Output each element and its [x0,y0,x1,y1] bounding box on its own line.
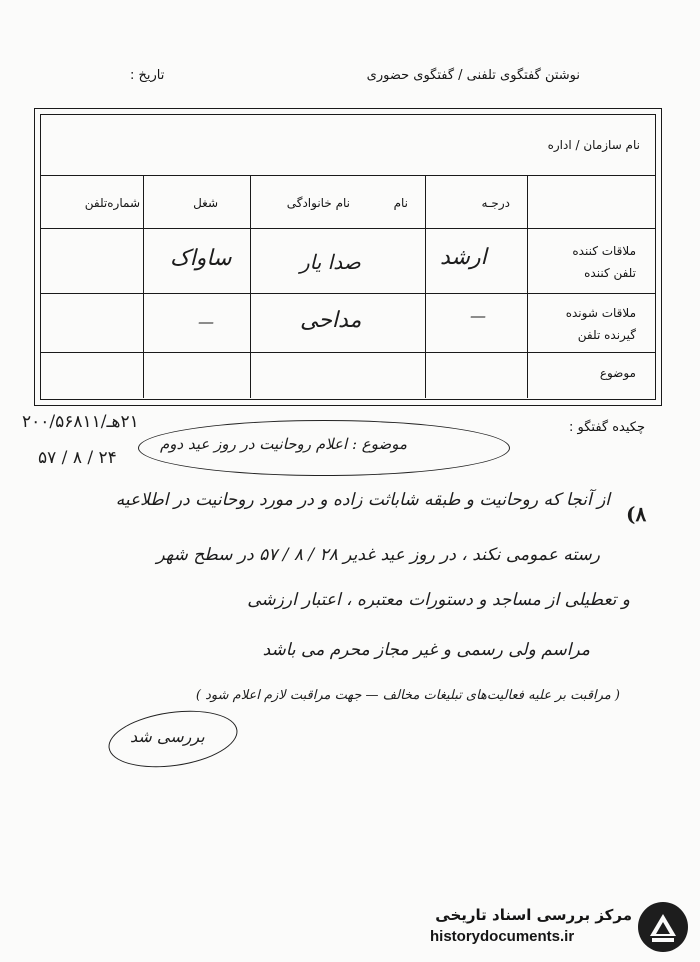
row-divider [40,175,656,176]
handwritten-line-4: مراسم ولی رسمی و غیر مجاز محرم می باشد [262,640,590,660]
document-logo-icon [636,900,690,954]
col-header-phone: شماره‌تلفن [84,196,140,210]
row2-label: ملاقات شونده گیرنده تلفن [565,306,636,342]
handwritten-subject: موضوع : اعلام روحانیت در روز عید دوم [160,435,407,453]
handwritten-line-5: ( مراقبت بر علیه فعالیت‌های تبلیغات مخالف — جهت مراقبت لازم اعلام شود ) [195,688,620,703]
col-divider [250,175,251,398]
row2-rank-dash: — [470,306,486,325]
col-divider [143,175,144,398]
handwritten-line-3: و تعطیلی از مساجد و دستورات معتبره ، اعتبار ارزشی [247,590,630,610]
col-header-last-name: نام خانوادگی [286,196,350,210]
handwritten-reference-number: ۲۱هـ/۲۰۰/۵۶۸۱۱ [22,412,139,432]
row1-job-handwritten: ساواک [170,246,232,271]
handwritten-signature: بررسی شد [130,727,205,746]
watermark-url: historydocuments.ir [430,928,575,945]
row1-label: ملاقات کننده تلفن کننده [572,244,636,280]
row2-name-handwritten: مداحی [300,308,362,333]
row1-name-handwritten: صدا یار [300,250,361,274]
handwritten-line-2: رسته عمومی نکند ، در روز عید غدیر ۲۸ / ۸ / ۵۷ در سطح شهر [156,545,600,565]
handwritten-reference-date: ۲۴ / ۸ / ۵۷ [38,448,117,468]
row-divider [40,228,656,229]
watermark-title: مرکز بررسی اسناد تاریخی [435,906,632,924]
row2-job-dash: — [198,312,214,331]
summary-label: چکیده گفتگو : [568,420,645,435]
col-header-job: شغل [193,196,218,210]
row-divider [40,293,656,294]
handwritten-item-number: (۸ [626,502,647,526]
col-divider [527,175,528,398]
date-label: تاریخ : [130,68,165,83]
col-divider [425,175,426,398]
org-label: نام سازمان / اداره [547,138,640,152]
handwritten-line-1: از آنجا که روحانیت و طبقه شاباثت زاده و در مورد روحانیت در اطلاعیه [115,490,610,510]
subject-label: موضوع [599,366,636,380]
col-header-rank: درجـه [481,196,510,210]
row-divider [40,352,656,353]
col-header-first-name: نام [393,196,408,210]
row1-rank-handwritten: ارشد [440,245,487,270]
form-title: نوشتن گفتگوی تلفنی / گفتگوی حضوری [366,68,580,83]
